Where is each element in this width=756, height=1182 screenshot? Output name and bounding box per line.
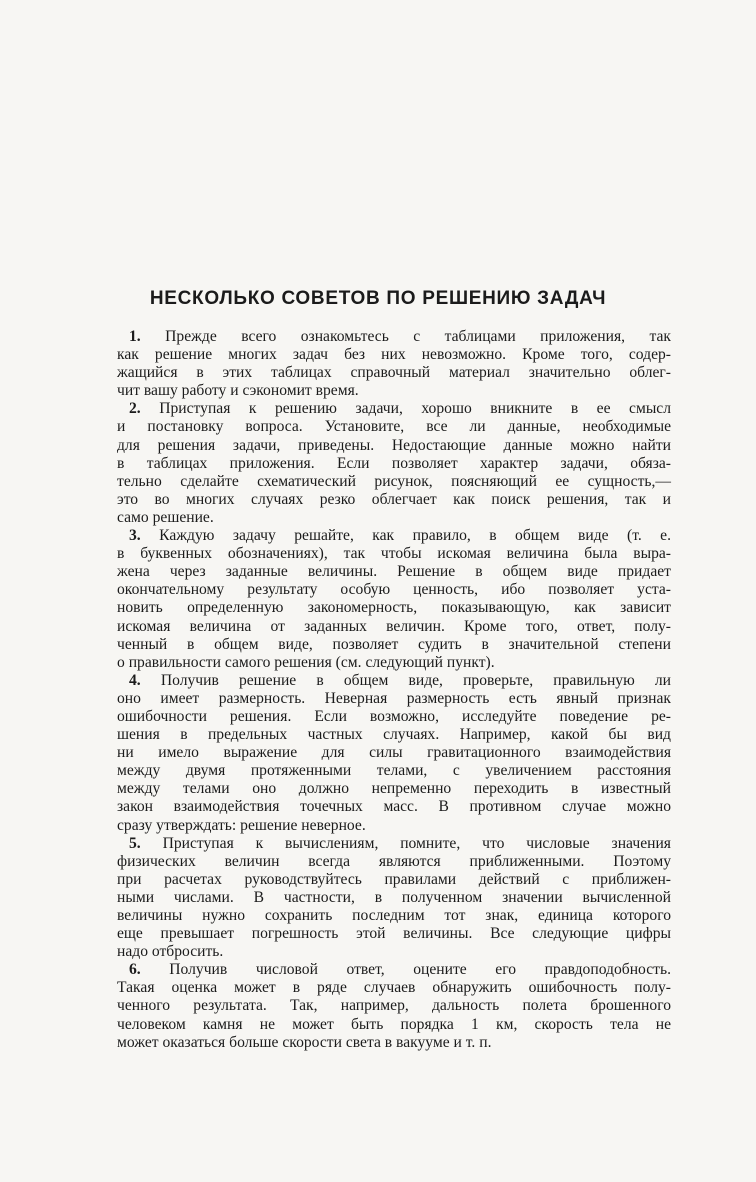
paragraph-line (117, 491, 671, 509)
line-text: сразу утверждать: решение неверное. (117, 816, 366, 834)
paragraph-line (117, 618, 671, 636)
line-text: Такая оценка может в ряде случаев обнаружить ошибочность полу- (117, 979, 671, 997)
document-body (117, 328, 671, 1052)
paragraph-line (117, 997, 671, 1015)
paragraph-line (117, 943, 671, 961)
paragraph-line (117, 726, 671, 744)
line-text: в таблицах приложения. Если позволяет характер задачи, обяза- (117, 454, 671, 472)
paragraph-line (117, 346, 671, 364)
line-text: для решения задачи, приведены. Недостающие данные можно найти (117, 436, 671, 454)
line-text: ными числами. В частности, в полученном значении вычисленной (117, 888, 671, 906)
paragraph-3 (117, 527, 671, 672)
paragraph-line (117, 835, 671, 853)
line-text: само решение. (117, 508, 214, 526)
paragraph-5 (117, 835, 671, 962)
paragraph-number: 4. (129, 671, 141, 689)
paragraph-line (117, 654, 671, 672)
paragraph-line (117, 925, 671, 943)
line-text: ошибочности решения. Если возможно, исследуйте поведение ре- (117, 707, 671, 725)
line-text: о правильности самого решения (см. следующий пункт). (117, 653, 495, 671)
line-text: в буквенных обозначениях), так чтобы искомая величина была выра- (117, 545, 671, 563)
line-text: человеком камня не может быть порядка 1 км, скорость тела не (117, 1015, 671, 1033)
line-text: ченного результата. Так, например, дальность полета брошенного (117, 997, 671, 1015)
paragraph-line (117, 418, 671, 436)
paragraph-2 (117, 400, 671, 527)
line-text: Приступая к решению задачи, хорошо вникните в ее смысл (159, 400, 671, 418)
paragraph-line (117, 798, 671, 816)
paragraph-line (117, 400, 671, 418)
line-text: между двумя протяженными телами, с увеличением расстояния (117, 762, 671, 780)
paragraph-line (117, 762, 671, 780)
paragraph-4 (117, 672, 671, 835)
paragraph-line (117, 817, 671, 835)
line-text: искомая величина от заданных величин. Кроме того, ответ, полу- (117, 617, 671, 635)
paragraph-line (117, 328, 671, 346)
paragraph-line (117, 581, 671, 599)
paragraph-number: 2. (129, 400, 141, 418)
paragraph-line (117, 545, 671, 563)
paragraph-number: 6. (129, 961, 141, 979)
line-text: надо отбросить. (117, 943, 224, 961)
paragraph-line (117, 1034, 671, 1052)
paragraph-line (117, 871, 671, 889)
paragraph-line (117, 455, 671, 473)
line-text: может оказаться больше скорости света в вакууме и т. п. (117, 1033, 492, 1051)
page-title: НЕСКОЛЬКО СОВЕТОВ ПО РЕШЕНИЮ ЗАДАЧ (149, 288, 607, 309)
paragraph-line (117, 527, 671, 545)
paragraph-number: 1. (129, 328, 141, 345)
line-text: жащийся в этих таблицах справочный материал значительно облег- (117, 364, 671, 382)
paragraph-number: 5. (129, 834, 141, 852)
paragraph-line (117, 744, 671, 762)
line-text: это во многих случаях резко облегчает как поиск решения, так и (117, 490, 671, 508)
line-text: величины нужно сохранить последним тот знак, единица которого (117, 907, 671, 924)
paragraph-1 (117, 328, 671, 400)
paragraph-line (117, 780, 671, 798)
paragraph-line (117, 853, 671, 871)
line-text: еще превышает погрешность этой величины. Все следующие цифры (117, 925, 671, 943)
line-text: Прежде всего ознакомьтесь с таблицами приложения, так (165, 328, 671, 345)
paragraph-line (117, 364, 671, 382)
line-text: Каждую задачу решайте, как правило, в общем виде (т. е. (159, 527, 671, 545)
line-text: закон взаимодействия точечных масс. В противном случае можно (117, 798, 671, 816)
paragraph-line (117, 563, 671, 581)
paragraph-line (117, 1016, 671, 1034)
line-text: и постановку вопроса. Установите, все ли данные, необходимые (117, 418, 671, 436)
line-text: жена через заданные величины. Решение в общем виде придает (117, 563, 671, 581)
paragraph-line (117, 473, 671, 491)
line-text: шения в предельных частных случаях. Например, какой бы вид (117, 726, 671, 744)
line-text: тельно сделайте схематический рисунок, поясняющий ее сущность,— (117, 472, 671, 490)
line-text: физических величин всегда являются приближенными. Поэтому (117, 852, 671, 870)
paragraph-line (117, 509, 671, 527)
paragraph-line (117, 907, 671, 925)
line-text: Получив числовой ответ, оцените его правдоподобность. (169, 961, 671, 979)
line-text: при расчетах руководствуйтесь правилами действий с приближен- (117, 870, 671, 888)
paragraph-line (117, 437, 671, 455)
paragraph-line (117, 889, 671, 907)
paragraph-6 (117, 961, 671, 1051)
paragraph-line (117, 690, 671, 708)
line-text: чит вашу работу и сэкономит время. (117, 382, 359, 400)
line-text: окончательному результату особую ценность, ибо позволяет уста- (117, 581, 671, 599)
paragraph-line (117, 599, 671, 617)
line-text: новить определенную закономерность, показывающую, как зависит (117, 599, 671, 617)
paragraph-line (117, 979, 671, 997)
line-text: оно имеет размерность. Неверная размерность есть явный признак (117, 689, 671, 707)
paragraph-line (117, 672, 671, 690)
line-text: Приступая к вычислениям, помните, что числовые значения (162, 834, 671, 852)
line-text: Получив решение в общем виде, проверьте, правильную ли (160, 671, 672, 689)
line-text: ни имело выражение для силы гравитационного взаимодействия (117, 744, 671, 762)
paragraph-line (117, 636, 671, 654)
paragraph-line (117, 961, 671, 979)
paragraph-line (117, 382, 671, 400)
paragraph-line (117, 708, 671, 726)
line-text: ченный в общем виде, позволяет судить в значительной степени (117, 635, 671, 653)
line-text: между телами оно должно непременно переходить в известный (117, 780, 671, 798)
line-text: как решение многих задач без них невозможно. Кроме того, содер- (117, 346, 671, 364)
paragraph-number: 3. (129, 527, 141, 545)
